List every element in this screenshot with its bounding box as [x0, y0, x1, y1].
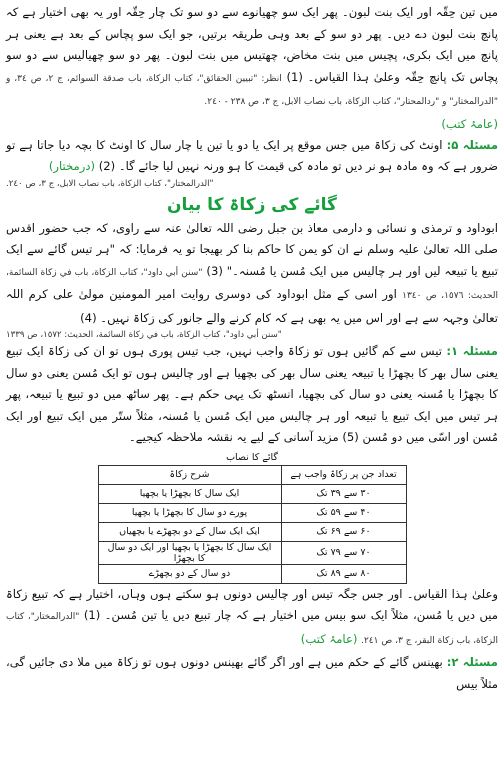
masala-tail: مزید آسانی کے لیے یہ نقشہ ملاحظہ کیجیے۔ — [129, 430, 339, 444]
table-header-row — [98, 465, 406, 484]
table-cell-due: دو سال کے دو بچھڑے — [98, 564, 281, 583]
footnote-source: "الدرالمختار"، كتاب الزكاة، باب نصاب الابل، ج ٣، ص ٢٤٠. — [6, 178, 214, 189]
footnote-ref: (1) — [83, 608, 101, 622]
table-cell-count: ۷۰ سے ۷۹ تک — [281, 541, 406, 564]
table-header: تعداد جن پر زکاۃ واجب ہے — [281, 465, 406, 484]
footnote-ref: (4) — [80, 310, 97, 325]
masala-label: مسئلہ ۱: — [446, 344, 498, 358]
paragraph-text: میں تین حِقّہ اور ایک بنت لبون۔ پھر ایک سو چھیانوے سے دو سو تک چار حِقّہ اور یہ بھی اختیار ہے کہ پانچ بنت لبون دے دیں۔ پھر دو سو کے بعد وہی طریقہ برتیں، جو ایک سو پچاس کے بعد ہے یعنی ہر پانچ میں ایک بکری، پچیس میں بنت مخاض، چھتیس میں بنت لبون۔ پھر دو سو چھیالیس سے دو سو پچاس تک پانچ حِقّہ وعلیٰ ہذا القیاس۔ — [6, 5, 498, 84]
footnote-ref: (5) — [342, 430, 359, 444]
hadith-text-2: اور اسی کے مثل ابوداود کی دوسری روایت امیر المومنین مولیٰ علی کرم اللہ تعالیٰ وجہہ سے ہے اور اس میں یہ بھی ہے کہ کام کرنے والے جانور کی زکاۃ نہیں۔ — [6, 287, 498, 325]
table-cell-count: ۸۰ سے ۸۹ تک — [281, 564, 406, 583]
paragraph-camel-nisab-end — [6, 2, 498, 114]
masala-2 — [6, 652, 498, 695]
table-cell-count: ۶۰ سے ۶۹ تک — [281, 522, 406, 541]
table-row — [98, 484, 406, 503]
hadith-paragraph — [6, 218, 498, 330]
table-cell-due: ایک سال کا بچھڑا یا بچھیا اور ایک دو سال کا بچھڑا — [98, 541, 281, 564]
footnote-ref: (3) — [206, 263, 223, 278]
table-row — [98, 564, 406, 583]
footnote-ref: (1) — [286, 69, 303, 84]
hadith-text: ابوداود و ترمذی و نسائی و دارمی معاذ بن جبل رضی اللہ تعالیٰ عنہ سے راوی، کہ جب حضور اقدس صلی اللہ تعالیٰ علیہ وسلم نے ان کو یمن کا حاکم بنا کر بھیجا تو یہ فرمایا: کہ "ہر تیس گائے سے ایک تبیع یا تبیعہ لیں اور ہر چالیس میں ایک مُسن یا مُسنہ۔" — [6, 220, 499, 278]
masala-label: مسئلہ ۲: — [446, 655, 498, 669]
source-citation: انظر: "تبيين الحقائق"، كتاب الزكاة، باب صدقة السوائم، ج ٢، ص ٣٤، و "الدرالمختار" و "ردالمحتار"، كتاب الزكاة، باب نصاب الابل، ج ٣، ص ٢٣٨ - ٢٤٠. — [6, 73, 498, 107]
section-title: گائے کی زکاۃ کا بیان — [167, 194, 337, 215]
table-title: گائے کا نصاب — [226, 451, 278, 463]
masala-text: تیس سے کم گائیں ہوں تو زکاۃ واجب نہیں، جب تیس پوری ہوں تو ان کی زکاۃ ایک تبیع یعنی سال بھر کا بچھڑا یا تبیعہ یعنی سال بھر کی بچھیا ہے اور چالیس ہوں تو ایک مُسن یعنی دو سال کا بچھڑا یا مُسنہ یعنی دو سال کی بچھیا، انسٹھ تک یہی حکم ہے۔ پھر ساٹھ میں دو تبیع یا تبیعہ، پھر ہر تیس میں ایک تبیع یا تبیعہ اور ہر چالیس میں ایک مُسن یا مُسنہ، مثلاً ستّر میں ایک تبیع اور ایک مُسن اور اسّی میں دو مُسن — [6, 344, 498, 444]
masala-text: بھینس گائے کے حکم میں ہے اور اگر گائے بھینس دونوں ہوں تو زکاۃ میں ملا دی جائیں گی، مثلاً بیس — [6, 655, 498, 691]
table-row — [98, 522, 406, 541]
paragraph-choice — [6, 584, 498, 653]
masala-label: مسئلہ ۵: — [446, 137, 498, 152]
paragraph-text: وعلیٰ ہذا القیاس۔ اور جس جگہ تیس اور چالیس دونوں ہو سکتے ہوں وہاں، اختیار ہے کہ تبیع زکاۃ میں دیں یا مُسن، مثلاً ایک سو بیس میں اختیار ہے کہ چار تبیع دیں یا تین مُسن۔ — [6, 586, 499, 622]
masala-5 — [6, 135, 498, 178]
source-tag: (عامۂ کتب) — [441, 116, 498, 131]
table-row — [98, 541, 406, 564]
source-citation: "سنن أبي داود"، كتاب الزكاة، باب في زكاة السائمة، الحديث: ١٥٧٦، ص ١٣٤٠ — [6, 267, 499, 301]
source-tag-row — [6, 114, 498, 135]
table-row — [98, 503, 406, 522]
table-cell-count: ۴۰ سے ۵۹ تک — [281, 503, 406, 522]
source-citation: "الدرالمختار"، كتاب الزكاة، باب زكاة البقر، ج ٣، ص ٢٤١. — [6, 612, 498, 646]
table-cell-due: پورے دو سال کا بچھڑا یا بچھیا — [98, 503, 281, 522]
source-tag: (درمختار) — [48, 159, 96, 173]
table-cell-due: ایک سال کا بچھڑا یا بچھیا — [98, 484, 281, 503]
masala-text: اونٹ کی زکاۃ میں جس موقع پر ایک یا دو یا تین یا چار سال کا اونٹ کا بچہ دیا جاتا ہے تو ضرور ہے کہ وہ مادہ ہو نر دیں تو مادہ کی قیمت کا ہو ورنہ نہیں لیا جائے گا۔ — [6, 137, 498, 173]
table-header: شرح زکاۃ — [98, 465, 281, 484]
table-cell-due: ایک ایک سال کے دو بچھڑے یا بچھیاں — [98, 522, 281, 541]
footnote-ref: (2) — [98, 159, 116, 173]
source-tag: (عامۂ کتب) — [300, 631, 358, 646]
masala-1 — [6, 341, 498, 449]
table-cell-count: ۳۰ سے ۳۹ تک — [281, 484, 406, 503]
cow-nisab-table — [98, 465, 407, 584]
footnote-source: "سنن أبي داود"، كتاب الزكاة، باب في زكاة السائمة، الحديث: ١٥٧٢، ص ١٣٣٩ — [6, 330, 282, 340]
